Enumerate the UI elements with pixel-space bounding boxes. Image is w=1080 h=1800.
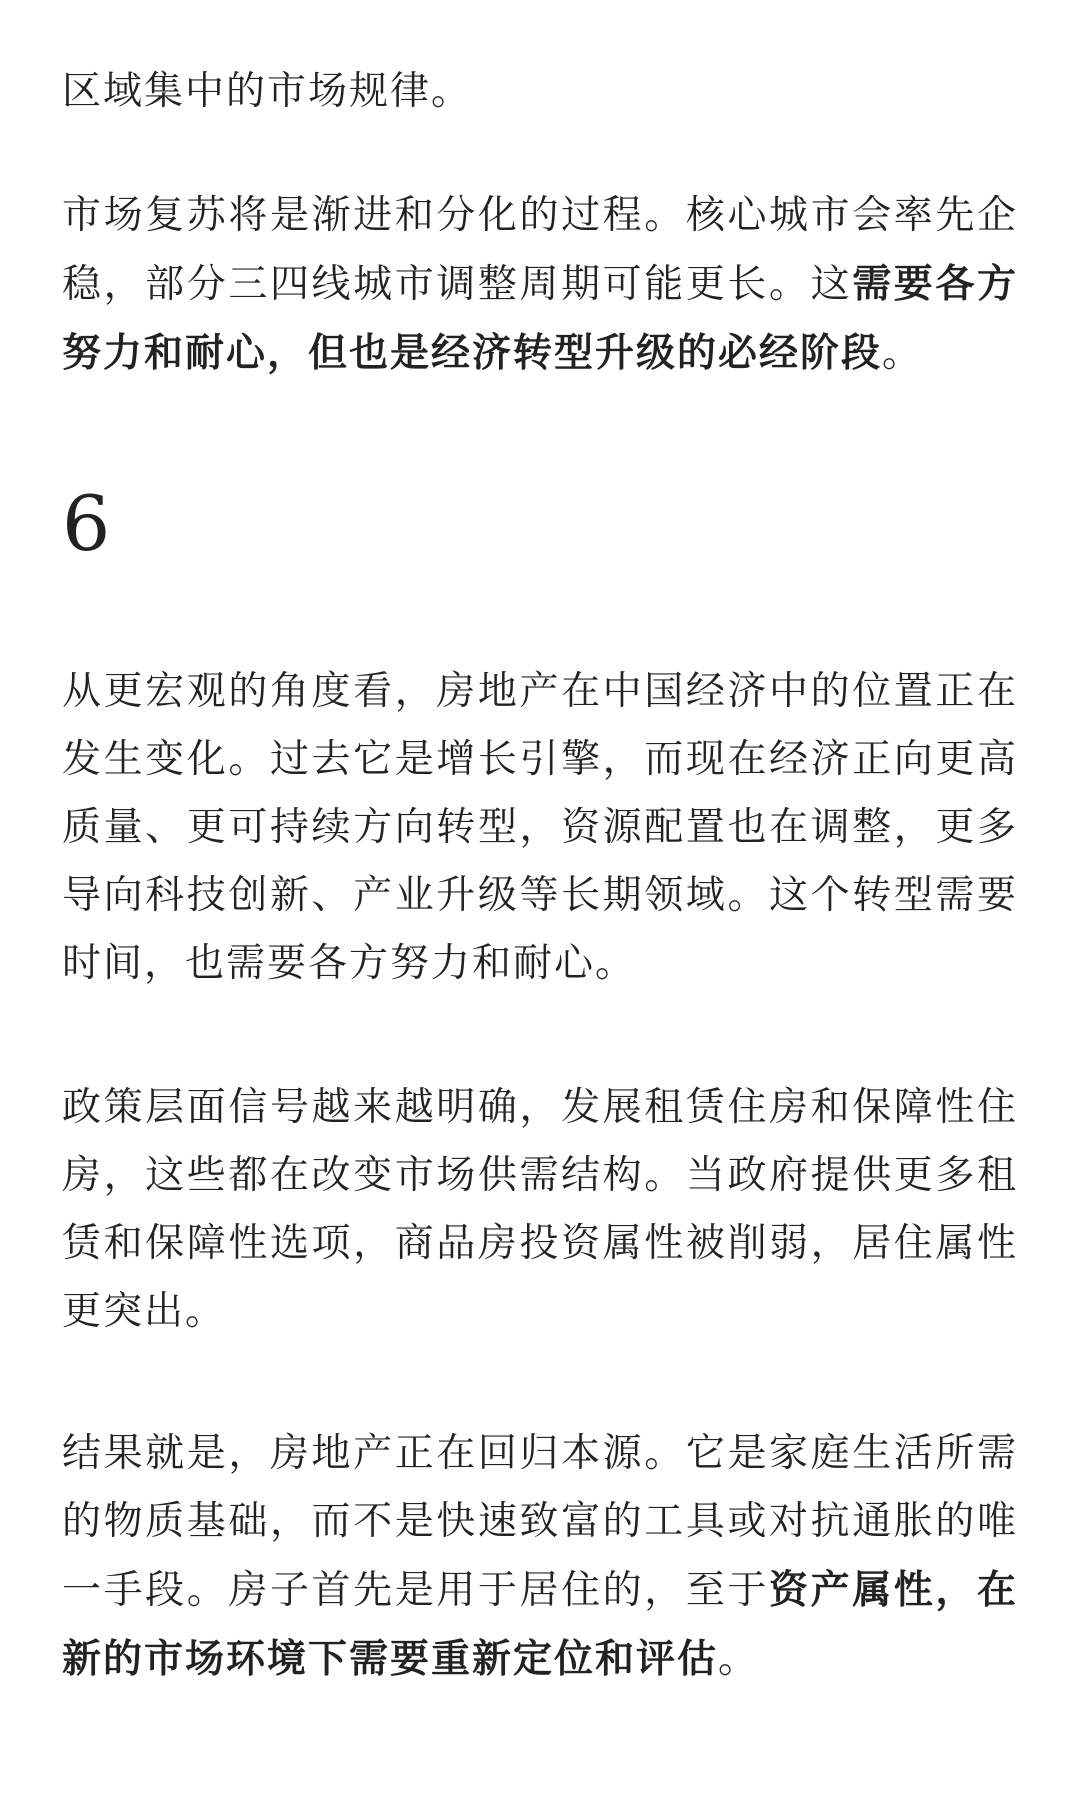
paragraph-market-recovery (62, 182, 1018, 388)
emphasis-text: 资产属性，在新的市场环境下需要重新定位和评估 (62, 1567, 1018, 1682)
paragraph-macro-view (62, 658, 1018, 998)
paragraph-text: 从更宏观的角度看，房地产在中国经济中的位置正在发生变化。过去它是增长引擎，而现在经济正向更高质量、更可持续方向转型，资源配置也在调整，更多导向科技创新、产业升级等长期领域。这个转型需要时间，也需要各方努力和耐心。 (62, 669, 1018, 986)
emphasis-text: 需要各方努力和耐心，但也是经济转型升级的必经阶段 (62, 261, 1018, 376)
paragraph-end-punctuation: 。 (882, 331, 924, 376)
paragraph-conclusion (62, 1420, 1018, 1694)
paragraph-text: 区域集中的市场规律。 (62, 69, 473, 114)
paragraph-end-punctuation: 。 (718, 1637, 760, 1682)
paragraph-text: 市场复苏将是渐进和分化的过程。核心城市会率先企稳，部分三四线城市调整周期可能更长。这 (62, 193, 1018, 307)
paragraph-policy-signals (62, 1074, 1018, 1346)
paragraph-market-pattern (62, 58, 1018, 126)
section-number: 6 (62, 479, 111, 568)
article-body (62, 58, 1018, 1694)
paragraph-text: 政策层面信号越来越明确，发展租赁住房和保障性住房，这些都在改变市场供需结构。当政府提供更多租赁和保障性选项，商品房投资属性被削弱，居住属性更突出。 (62, 1085, 1018, 1334)
paragraph-text: 结果就是，房地产正在回归本源。它是家庭生活所需的物质基础，而不是快速致富的工具或对抗通胀的唯一手段。房子首先是用于居住的，至于 (62, 1431, 1018, 1613)
